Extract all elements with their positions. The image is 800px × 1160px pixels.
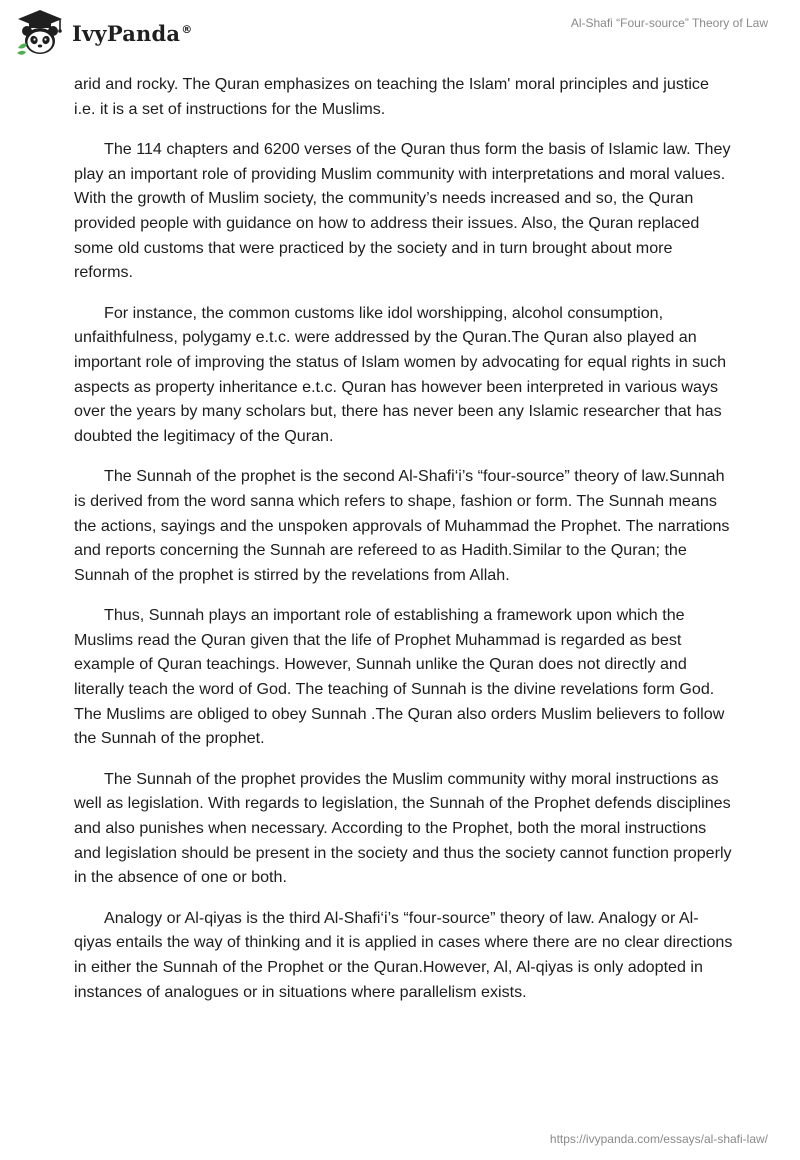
brand-name: IvyPanda®: [72, 20, 193, 46]
brand-logo[interactable]: [14, 8, 192, 58]
paragraph: Thus, Sunnah plays an important role of establishing a framework upon which the Muslims read the Quran given that the life of Prophet Muhammad is regarded as best example of Quran teachings. However, Sunnah unlike the Quran does not directly and literally teach the word of God. The teaching of Sunnah is the divine revelations form God. The Muslims are obliged to obey Sunnah .The Quran also orders Muslim believers to follow the Sunnah of the prophet.: [74, 606, 725, 748]
essay-body: [74, 72, 734, 1020]
page-header: [0, 0, 800, 70]
paragraph: The 114 chapters and 6200 verses of the Quran thus form the basis of Islamic law. They play an important role of providing Muslim community with interpretations and moral values. With the growth of Muslim society, the community’s needs increased and so, the Quran provided people with guidance on how to address their issues. Also, the Quran replaced some old customs that were practiced by the society and in turn brought about more reforms.: [74, 140, 731, 282]
paragraph: For instance, the common customs like idol worshipping, alcohol consumption, unfaithfulness, polygamy e.t.c. were addressed by the Quran.The Quran also played an important role of improving the status of Islam women by advocating for equal rights in such aspects as property inheritance e.t.c. Quran has however been interpreted in various ways over the years by many scholars but, there has never been any Islamic researcher that has doubted the legitimacy of the Quran.: [74, 303, 727, 445]
source-url[interactable]: https://ivypanda.com/essays/al-shafi-law/: [549, 1132, 768, 1146]
panda-graduate-icon: [14, 8, 66, 58]
document-title: Al-Shafi “Four-source” Theory of Law: [570, 16, 768, 30]
paragraph: arid and rocky. The Quran emphasizes on teaching the Islam' moral principles and justice i.e. it is a set of instructions for the Muslims.: [74, 75, 709, 118]
paragraph: Analogy or Al-qiyas is the third Al-Shafi‘i’s “four-source” theory of law. Analogy or Al-qiyas entails the way of thinking and it is applied in cases where there are no clear directions in either the Sunnah of the Prophet or the Quran.However, Al, Al-qiyas is only adopted in instances of analogues or in situations where parallelism exists.: [74, 908, 733, 1001]
paragraph: The Sunnah of the prophet is the second Al-Shafi‘i’s “four-source” theory of law.Sunnah is derived from the word sanna which refers to shape, fashion or form. The Sunnah means the actions, sayings and the unspoken approvals of Muhammad the Prophet. The narrations and reports concerning the Sunnah are refereed to as Hadith.Similar to the Quran; the Sunnah of the prophet is stirred by the revelations from Allah.: [74, 467, 730, 584]
registered-mark: ®: [181, 22, 193, 36]
paragraph: The Sunnah of the prophet provides the Muslim community withy moral instructions as well as legislation. With regards to legislation, the Sunnah of the Prophet defends disciplines and also punishes when necessary. According to the Prophet, both the moral instructions and legislation should be present in the society and thus the society cannot function properly in the absence of one or both.: [74, 769, 732, 887]
